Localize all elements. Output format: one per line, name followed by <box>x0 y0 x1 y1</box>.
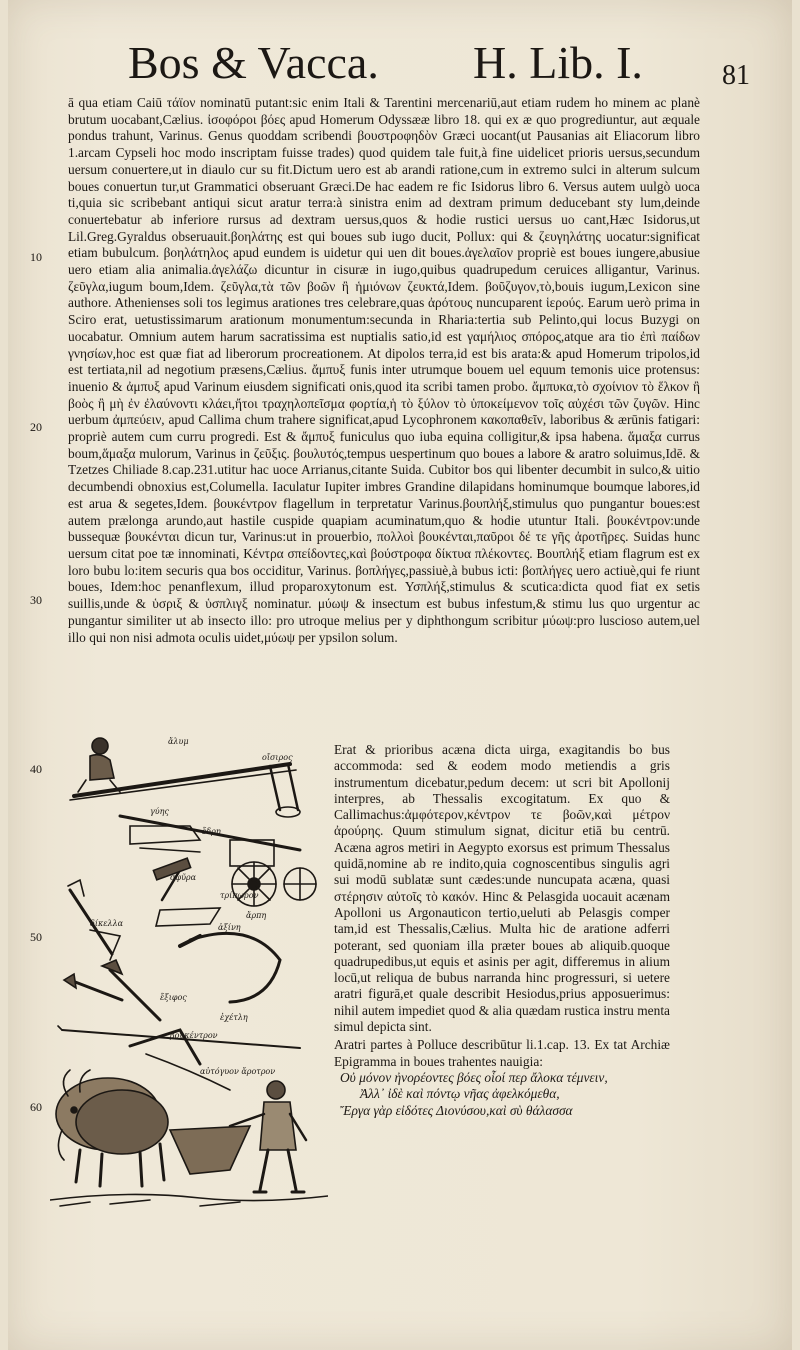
line-number: 10 <box>30 250 42 264</box>
woodcut-label: σφῦρα <box>170 873 197 882</box>
woodcut-label: ἐχέτλη <box>220 1013 248 1022</box>
oxen-drawing <box>56 1070 168 1186</box>
line-number: 50 <box>30 930 42 944</box>
woodcut-label: αὐτόγυον ἄροτρον <box>200 1067 276 1076</box>
greek-verse-2: Ἀλλ᾽ ἰδὲ καὶ πόντῳ νῆας ἀφελκόμεθα, <box>360 1086 560 1102</box>
book-page <box>8 0 792 1350</box>
page-number: 81 <box>722 60 750 91</box>
main-text-block <box>68 95 700 646</box>
woodcut-label: βουκέντρον <box>170 1031 218 1040</box>
greek-verse-1: Οὐ μόνον ἠνορέοντες βόες οἷοί περ ἄλοκα τέμνειν, <box>340 1069 608 1085</box>
seated-figure-drawing <box>78 738 120 792</box>
line-number: 60 <box>30 1100 42 1114</box>
greek-verse-3: Ἔργα γὰρ εἰδότες Διονύσου,καὶ σὺ θάλασσα <box>340 1102 573 1118</box>
woodcut-label: ἔδρη <box>202 827 221 836</box>
line-number: 30 <box>30 593 42 607</box>
woodcut-label: ἄρπη <box>246 911 267 920</box>
woodcut-label: ἄλυμ <box>168 737 189 746</box>
line-number: 40 <box>30 762 42 776</box>
woodcut-label: δίκελλα <box>90 919 124 928</box>
woodcut-label: ἔξιφος <box>160 993 187 1002</box>
woodcut-label: οἴσιρος <box>262 753 293 762</box>
line-number: 20 <box>30 420 42 434</box>
right-paragraph-2: Aratri partes à Polluce describūtur li.1.cap. 13. Ex tat Archiæ Epigramma in boues trahentes nauigia: <box>334 1037 670 1069</box>
right-column-text <box>334 742 670 1119</box>
woodcut-illustration <box>50 730 328 1210</box>
book-reference: H. Lib. I. <box>473 37 643 88</box>
main-paragraph: ā qua etiam Caiū τάϊον nominatū putant:sic enim Itali & Tarentini mercenariū,aut etiam rudem ho minem ac planè brutum uocabant,Cælius. ἰσοφόροι βόες apud Homerum Odyssææ libro 18. qui ex æ quo progrediuntur, aut æquale pondus trahunt, Varinus. Genus quoddam scribendi βουστροφηδὸν Græci uocant(ut Pausanias ait Eliacorum libro 1.arcam Cypseli hoc modo inscriptam fuisse trades) quod quidem tale fuit,à fine uidelicet prioris uersus,secundum uersum conuertere,ut in diaulo cur su fit.Dictum uero est ab arandi ratione,cum in extremo sulci in alterum sulcum boues conuertun tur,ut Grammatici obseruant Græci.De hac eadem re fic Isidorus libro 6. Versus autem uulgò uoca ti,quia sic scribebant antiqui sicut aratur terra:à sinistra enim ad dextram primum deducebant sty lum,deinde conuertebatur ab inferiore rursus ad dextram uersus,quos & hodie rustici uersus uo cant,Hæc Isidorus,ut Lil.Greg.Gyraldus obseruauit.βοηλάτης est qui boues sub iugo ducit, Pollux: qui & ζευγηλάτης uocatur:significat etiam bubulcum. βοηλάτηλος apud eundem is uidetur qui uen dit boues.ἀγελαῖον propriè est boues iungere,abusiue uero etiam alia animalia.ἀγελάζω dicuntur in cisuræ in iugo,quibus quadrupedum ceruices alligantur, Varinus. ζεῦγλα,iugum boum,Idem. ζεῦγλα,τὰ τῶν βοῶν ἢ ἡμιόνων ζευκτά,Idem. βοῦζυγον,τὸ,bouis iugum,Lexicon sine authore. Athenienses soli tos legimus arationes tres celebrare,quas ἀρότους nuncuparent ἱερούς. Earum uerò prima in Sciro erat, uetustissimarum arationum monumentum:secunda in Rharia:tertia sub Pelinto,qui locus Buzygi on uocabatur. Omnium autem harum sacratissima est nuptialis satio,id est γαμήλιος σπόρος,atque ara tio ἐπὶ παίδων γνησίων,hoc est quæ fiat ad liberorum procreationem. At dipolos terra,id est bis arata:& apud Homerum tripolos,id est tertiata,nil ad negotium præsens,Cælius. ἄμπυξ funis inter utrumque bouem uel equum temonis uice protensus: inuenio & ἀμπυξ apud Varinum eiusdem significati onis,quod ita scribi tamen probo. ἄμπυκα,τὸ σχοίνιον τὸ ἕλκον ἢ βοὸς ἢ μὴ ἐν ἐλαύνοντι κλάει,ἤτοι τραχηλοπεῖσμα φορτία,ἡ τὸ ξύλον τὸ ὑποκείμενον τοῖς αὐχέσι τῶν ζυγῶν. Hinc uerbum ἀμπεύειν, apud Callima chum trahere significat,apud Lycophronem κακοπαθεῖν, laboribus & ærūnis fatigari: propriè autem cum curru progredi. Est & ἄμπυξ funiculus quo iuba equina colligitur,& ipsa habena. ἅμαξα currus boum,ἅμαξα mulorum, Varinus in ζεῦξις. βουλυτός,tempus uespertinum quo boues a labore & aratro soluimus,Idē. & Tzetzes Chiliade 8.cap.231.utitur hac uoce Arrianus,citante Suida. Cubitor bos qui libenter decumbit in sulco,& uitio decumbendi obnoxius est,Columella. Iaculatur Iupiter imbres Grandine dilapidans hominumque boumque labores,id est arua & segetes,Idem. βουκέντρον flagellum in terpretatur Varinus.βουπλήξ,stimulus quo pungantur boues:est autem prælonga arundo,aut hastile cuspide quapiam acuminatum,quo & hodie utuntur Itali. βουκέντρον:unde bussequæ βουκένται dicun tur, Varinus:ut in prouerbio, πολλοὶ βουκένται,παῦροι δέ τε γῆς ἀροτῆρες. Suidas hunc uersum citat poe tæ innominati, Κέντρα σπείδοντες,καὶ βούστροφα δίκτυα πλέκοντες. Βουπλήξ etiam flagrum est ex loro bubu lo:item securis qua bos occiditur, Varinus. βοπλήγες,passiuè,à bubus icti: βοπλήγες uero actiuè,qui fe riunt boues, Idem:hoc penanflexum, illud proparoxytonum est. Υσπλήξ,stimulus & scutica:dicta quod fiat ex setis suillis,unde & ὑσριξ & ὑσπλιγξ nominatur. μύωψ & insectum est bubus infestum,& stimu lus quo urgentur ac pungantur similiter ut ab insecto illo: pro utroque melius per y diphthongum scribitur μύωψ:pro luscioso autem,uel illo qui non nisi admota oculis uidet,μύωψ per ypsilon solum. <box>68 95 700 645</box>
woodcut-label: γύης <box>150 807 169 816</box>
woodcut-label: ἀξίνη <box>218 923 241 932</box>
running-head <box>128 30 688 96</box>
right-paragraph-1: Erat & prioribus acæna dicta uirga, exagitandis bo bus accommoda: sed & eodem modo metiendis a gris instrumentum dicebatur,pedum decem: ut scri bit Apollonij interpres, ab Thessalis excogitatum. Ex quo & Callimachus:ἀμφότερον,κέντρον τε βοῶν,καὶ μέτρον ἀρούρης. Quum stimulum signat, dicitur etiā bu centrū. Acæna agros metiri in Aegypto exorsus est primum Thessalus quidā,nomine ab re indito,quia cognoscentibus singulis agri sui modū sublatæ sunt cædes:unde nuncupata acæna, quasi στέρησιν αὐτοῖς τὸ κακόν. Hinc & Pelasgida uocauit acænam Apolloni us Argonauticon tertio,ueluti ab Pelasgis comper tam,id est Thessalis,Cælius. Multa hic de aratione adferri poterant, sed quoniam illa præter boues ab aliquib.quoque quadrupedibus,ut equis et asinis per agit, differemus in alium locū,ut reliqua de bubus narranda hinc progressuri, si uetere aratri figurā,et quale describit Hesiodus,prius apposuerimus: nihil autem impediet quod & alia quædam rustica instru menta simul depicta sint. <box>334 742 670 1035</box>
running-title: Bos & Vacca. <box>128 37 379 88</box>
woodcut-label: τρίπωρον <box>220 891 259 900</box>
